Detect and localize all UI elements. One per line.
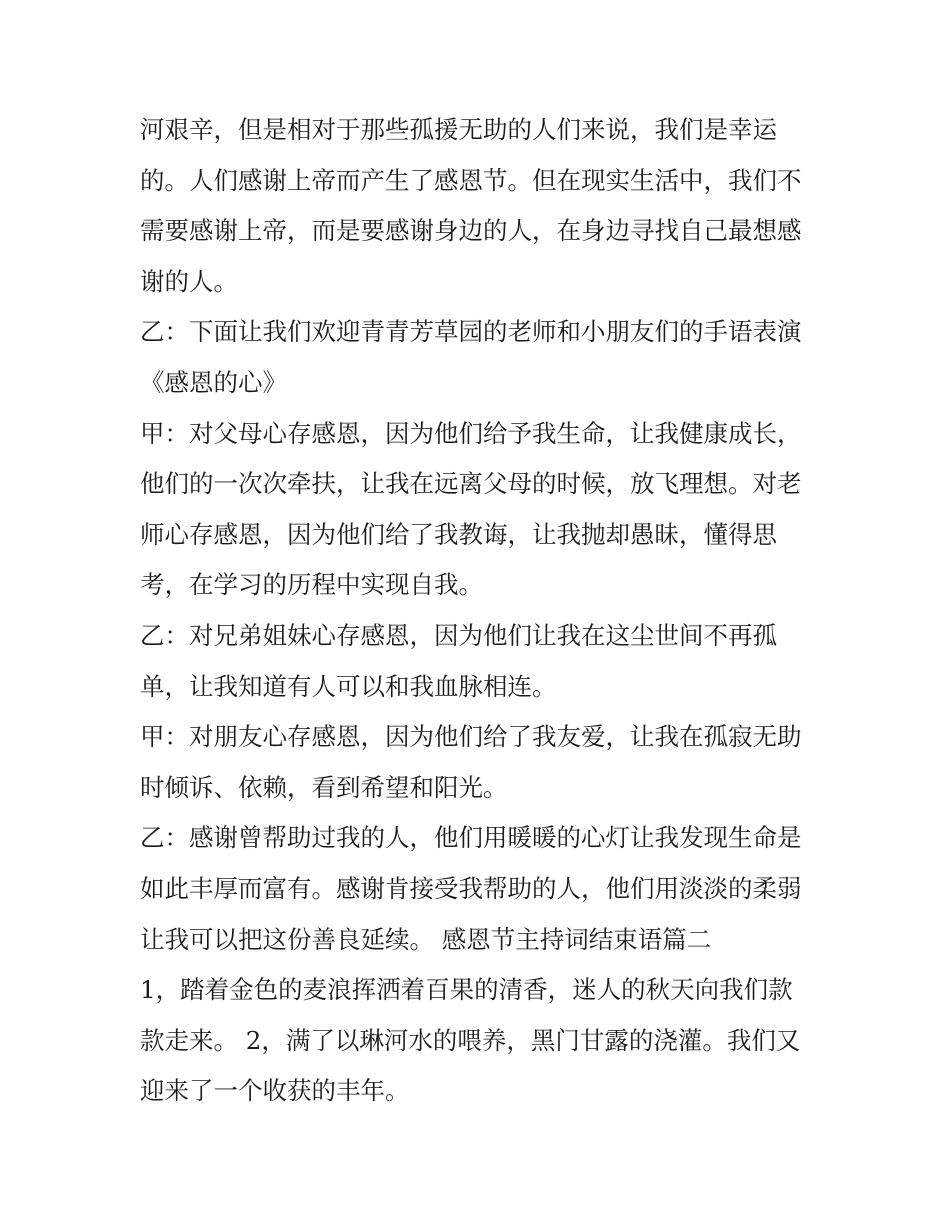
text-line: 需要感谢上帝，而是要感谢身边的人，在身边寻找自己最想感	[140, 216, 802, 245]
text-line: 乙：下面让我们欢迎青青芳草园的老师和小朋友们的手语表演	[140, 317, 802, 346]
text-line: 师心存感恩，因为他们给了我教诲，让我抛却愚昧，懂得思	[140, 520, 777, 549]
text-line: 1，踏着金色的麦浪挥洒着百果的清香，迷人的秋天向我们款	[140, 975, 793, 1004]
text-line: 乙：感谢曾帮助过我的人，他们用暖暖的心灯让我发现生命是	[140, 823, 802, 852]
text-line: 河艰辛，但是相对于那些孤援无助的人们来说，我们是幸运	[140, 115, 777, 144]
text-line: 的。人们感谢上帝而产生了感恩节。但在现实生活中，我们不	[140, 166, 802, 195]
text-line: 《感恩的心》	[140, 368, 287, 397]
text-line: 他们的一次次牵扶，让我在远离父母的时候，放飞理想。对老	[140, 469, 802, 498]
text-line: 甲：对朋友心存感恩，因为他们给了我友爱，让我在孤寂无助	[140, 722, 802, 751]
text-line: 考，在学习的历程中实现自我。	[140, 570, 483, 599]
text-line: 乙：对兄弟姐妹心存感恩，因为他们让我在这尘世间不再孤	[140, 621, 777, 650]
text-line: 谢的人。	[140, 267, 238, 296]
text-line: 单，让我知道有人可以和我血脉相连。	[140, 672, 557, 701]
text-line: 甲：对父母心存感恩，因为他们给予我生命，让我健康成长，	[140, 419, 802, 448]
text-line: 让我可以把这份善良延续。 感恩节主持词结束语篇二	[140, 925, 712, 954]
text-line: 款走来。 2，满了以琳河水的喂养，黑门甘露的浇灌。我们又	[140, 1026, 801, 1055]
text-line: 时倾诉、依赖，看到希望和阳光。	[140, 773, 508, 802]
text-line: 如此丰厚而富有。感谢肯接受我帮助的人，他们用淡淡的柔弱	[140, 874, 802, 903]
text-line: 迎来了一个收获的丰年。	[140, 1076, 410, 1105]
